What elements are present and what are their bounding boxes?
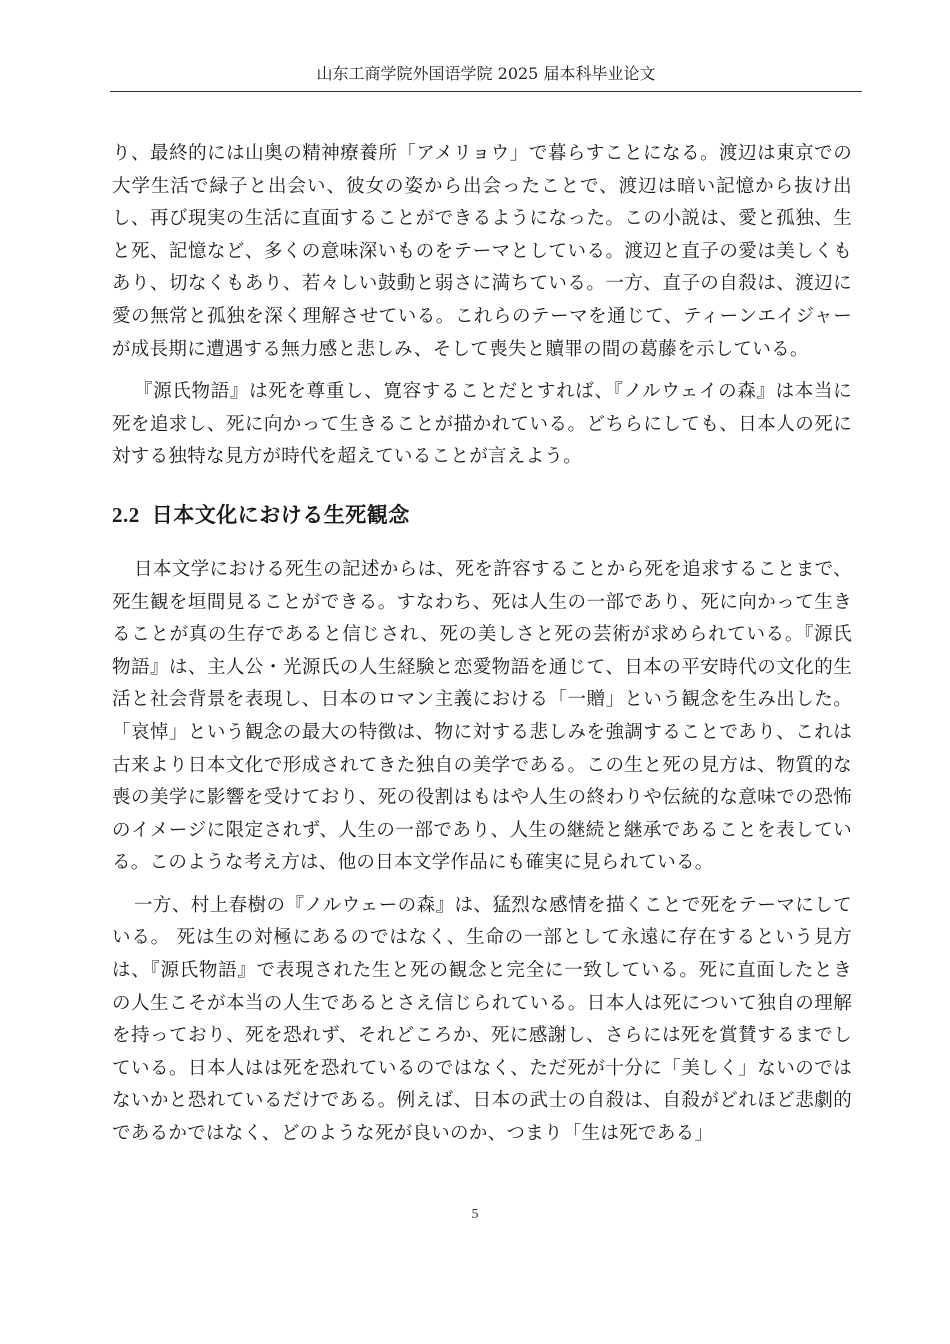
page-number: 5 <box>471 1207 479 1222</box>
paragraph-genji-norwegian-wood: 『源氏物語』は死を尊重し、寛容することだとすれば、『ノルウェイの森』は本当に死を追求し、死に向かって生きることが描かれている。どちらにしても、日本人の死に対する独特な見方が時代を超えていることが言えよう。 <box>112 381 852 468</box>
page-header: 山东工商学院外国语学院 2025 届本科毕业论文 <box>316 64 656 83</box>
paragraph-murakami: 一方、村上春樹の『ノルウェーの森』は、猛烈な感情を描くことで死をテーマにしている。 死は生の対極にあるのではなく、生命の一部として永遠に存在するという見方は、『源氏物語』で表現された生と死の観念と完全に一致している。死に直面したときの人生こそが本当の人生であるとさえ信じられている。日本人は死について独自の理解を持っており、死を恐れず、それどころか、死に感謝し、さらには死を賞賛するまでしている。日本人はは死を恐れているのではなく、ただ死が十分に「美しく」ないのではないかと恐れているだけである。例えば、日本の武士の自殺は、自殺がどれほど悲劇的であるかではなく、どのような死が良いのか、つまり「生は死である」 <box>112 894 852 1145</box>
body-content <box>112 138 852 1151</box>
header-rule <box>110 91 862 92</box>
paragraph-death-view: 日本文学における死生の記述からは、死を許容することから死を追求することまで、死生観を垣間見ることができる。すなわち、死は人生の一部であり、死に向かって生きることが真の生存であると信じされ、死の美しさと死の芸術が求められている。『源氏物語』は、主人公・光源氏の人生経験と恋愛物語を通じて、日本の平安時代の文化的生活と社会背景を表現し、日本のロマン主義における「一贈」という観念を生み出した。「哀悼」という観念の最大の特徴は、物に対する悲しみを強調することであり、これは古来より日本文化で形成されてきた独自の美学である。この生と死の見方は、物質的な喪の美学に影響を受けており、死の役割はもはや人生の終わりや伝統的な意味での恐怖のイメージに限定されず、人生の一部であり、人生の継続と継承であることを表している。このような考え方は、他の日本文学作品にも確実に見られている。 <box>112 558 852 874</box>
section-title: 日本文化における生死観念 <box>151 502 410 527</box>
paragraph-continuation: り、最終的には山奥の精神療養所「アメリョウ」で暮らすことになる。渡辺は東京での大学生活で緑子と出会い、彼女の姿から出会ったことで、渡辺は暗い記憶から抜け出し、再び現実の生活に直面することができるようになった。この小説は、愛と孤独、生と死、記憶など、多くの意味深いものをテーマとしている。渡辺と直子の愛は美しくもあり、切なくもあり、若々しい鼓動と弱さに満ちている。一方、直子の自殺は、渡辺に愛の無常と孤独を深く理解させている。これらのテーマを通じて、ティーンエイジャーが成長期に遭遇する無力感と悲しみ、そして喪失と贖罪の間の葛藤を示している。 <box>112 143 852 360</box>
section-heading <box>112 500 852 530</box>
section-number: 2.2 <box>112 502 140 527</box>
